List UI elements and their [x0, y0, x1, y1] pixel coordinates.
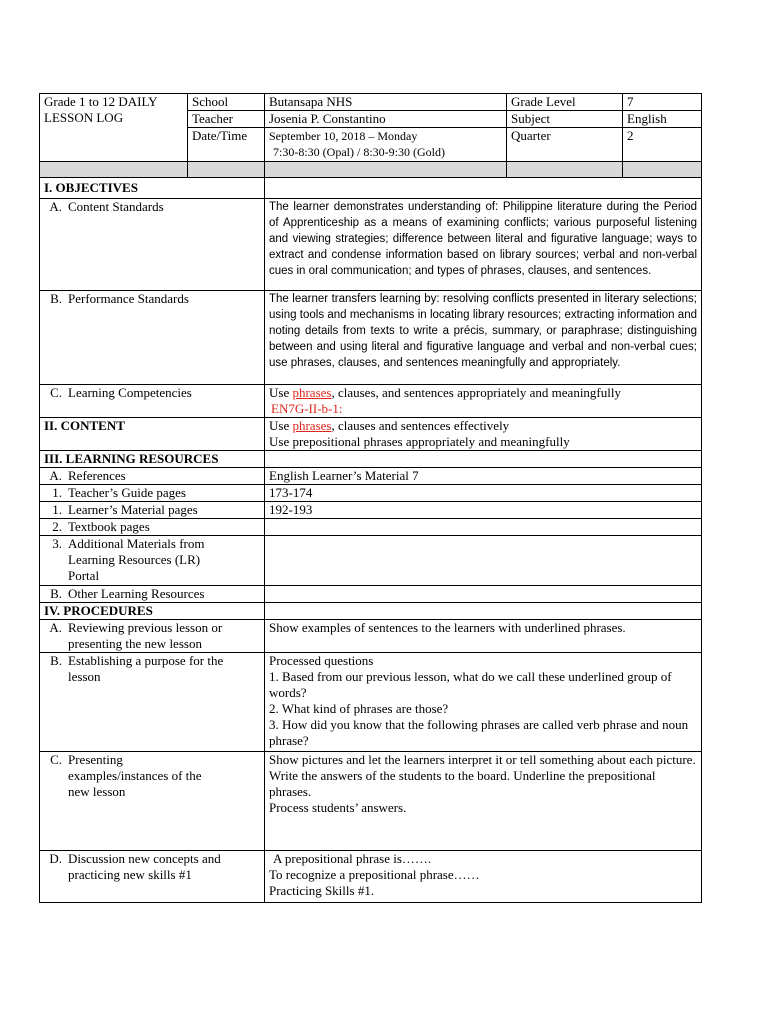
performance-standards-label-cell: B. Performance Standards — [40, 291, 265, 385]
phrases-link: phrases — [292, 418, 332, 433]
learning-competencies-label-cell: C. Learning Competencies — [40, 385, 265, 418]
shaded-cell — [40, 162, 188, 178]
procedure-c-label-cell: C. Presenting examples/instances of the new lesson — [40, 752, 265, 851]
empty-cell — [265, 603, 702, 620]
content-standards-label: Content Standards — [68, 199, 164, 214]
shaded-cell — [623, 162, 702, 178]
content-standards-label-cell: A. Content Standards — [40, 199, 265, 291]
resource-row-value — [265, 519, 702, 536]
procedure-d-label: Discussion new concepts and practicing new skills #1 — [68, 851, 221, 882]
grade-level-label: Grade Level — [507, 94, 623, 111]
resource-row-value: 173-174 — [265, 485, 702, 502]
content-heading: II. CONTENT — [40, 418, 265, 451]
datetime-value — [265, 128, 507, 162]
grade-level-value: 7 — [623, 94, 702, 111]
procedure-a-text: Show examples of sentences to the learners with underlined phrases. — [265, 620, 702, 653]
procedure-a-label: Reviewing previous lesson or presenting the new lesson — [68, 620, 223, 651]
phrases-link: phrases — [292, 385, 332, 400]
resource-row-value: English Learner’s Material 7 — [265, 468, 702, 485]
shaded-cell — [507, 162, 623, 178]
procedure-b-text: Processed questions 1. Based from our previous lesson, what do we call these underlined group of words? 2. What kind of phrases are those? 3. How did you know that the following phrases are called verb phrase and noun phrase? — [265, 653, 702, 752]
resource-row-value — [265, 586, 702, 603]
content-standards-text: The learner demonstrates understanding of: Philippine literature during the Period of Apprenticeship as a means of examining conflicts; various purposeful listening and viewing strategies; difference between literal and figurative language; ways to extract and condense information based on library sources; verbal and non-verbal cues in oral communication; and types of phrases, clauses, and sentences. — [265, 199, 702, 291]
lesson-log-table — [39, 93, 702, 903]
resource-row-label: A. References — [40, 468, 265, 485]
procedure-c-label: Presenting examples/instances of the new lesson — [68, 752, 202, 799]
shaded-cell — [265, 162, 507, 178]
quarter-value: 2 — [623, 128, 702, 162]
learning-competencies-text: Use phrases, clauses, and sentences appropriately and meaningfully EN7G-II-b-1: — [265, 385, 702, 418]
procedure-d-text: A prepositional phrase is……. To recognize a prepositional phrase…… Practicing Skills #1. — [265, 851, 702, 903]
procedure-c-text: Show pictures and let the learners interpret it or tell something about each picture. Write the answers of the students to the board. Underline the prepositional phrases. Process students’ answers. — [265, 752, 702, 851]
resource-row-value: 192-193 — [265, 502, 702, 519]
resource-row-label: 1. Learner’s Material pages — [40, 502, 265, 519]
teacher-label: Teacher — [188, 111, 265, 128]
procedure-b-label: Establishing a purpose for the lesson — [68, 653, 224, 684]
date-value: September 10, 2018 – Monday — [269, 129, 418, 143]
competency-code: EN7G-II-b-1: — [271, 401, 343, 416]
resource-row-label: 2. Textbook pages — [40, 519, 265, 536]
school-value: Butansapa NHS — [265, 94, 507, 111]
lesson-log-page — [39, 93, 701, 903]
learning-competencies-label: Learning Competencies — [68, 385, 192, 400]
objectives-heading: I. OBJECTIVES — [40, 178, 265, 199]
shaded-divider-row — [40, 162, 702, 178]
log-title: Grade 1 to 12 DAILY LESSON LOG — [40, 94, 188, 162]
quarter-label: Quarter — [507, 128, 623, 162]
performance-standards-label: Performance Standards — [68, 291, 189, 306]
procedure-a-label-cell: A. Reviewing previous lesson or presenting the new lesson — [40, 620, 265, 653]
empty-cell — [265, 451, 702, 468]
performance-standards-text: The learner transfers learning by: resolving conflicts presented in literary selections; using tools and mechanisms in locating library resources; extracting information and noting details from texts to write a précis, summary, or paraphrase; distinguishing between and using literal and figurative language and verbal and non-verbal cues; use phrases, clauses, and sentences meaningfully and appropriately. — [265, 291, 702, 385]
empty-cell — [265, 178, 702, 199]
resources-heading: III. LEARNING RESOURCES — [40, 451, 265, 468]
datetime-label: Date/Time — [188, 128, 265, 162]
shaded-cell — [188, 162, 265, 178]
subject-label: Subject — [507, 111, 623, 128]
time-value: 7:30-8:30 (Opal) / 8:30-9:30 (Gold) — [273, 145, 445, 159]
procedure-d-label-cell: D. Discussion new concepts and practicing new skills #1 — [40, 851, 265, 903]
school-label: School — [188, 94, 265, 111]
procedure-b-label-cell: B. Establishing a purpose for the lesson — [40, 653, 265, 752]
procedures-heading: IV. PROCEDURES — [40, 603, 265, 620]
content-text: Use phrases, clauses and sentences effectively Use prepositional phrases appropriately and meaningfully — [265, 418, 702, 451]
resource-row-label: B. Other Learning Resources — [40, 586, 265, 603]
teacher-value: Josenia P. Constantino — [265, 111, 507, 128]
resource-row-value — [265, 536, 702, 586]
resource-row-label: 1. Teacher’s Guide pages — [40, 485, 265, 502]
subject-value: English — [623, 111, 702, 128]
resource-row-label: 3. Additional Materials from Learning Resources (LR) Portal — [40, 536, 265, 586]
